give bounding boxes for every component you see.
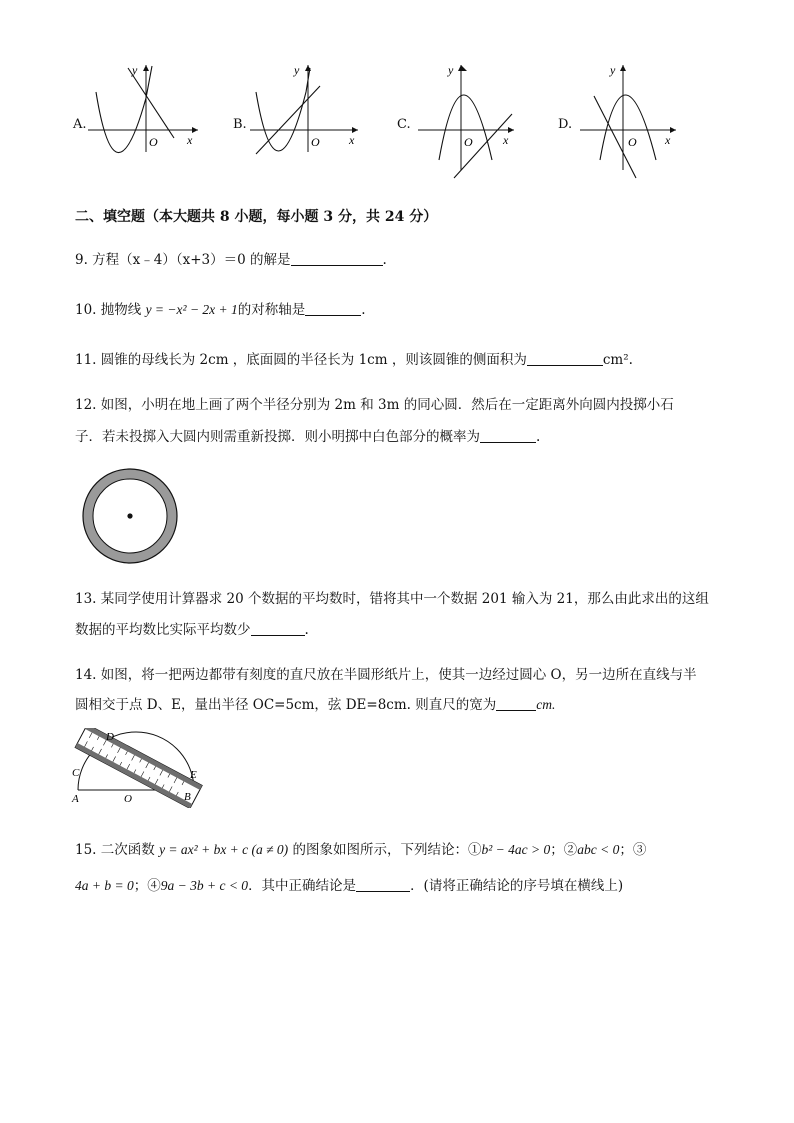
q12-answer-blank[interactable] (480, 430, 536, 443)
semicircle-ruler-figure (66, 728, 216, 808)
q10-pre: 10. 抛物线 (75, 302, 146, 318)
question-12-line-2 (75, 429, 540, 445)
question-11 (75, 352, 633, 368)
question-9 (75, 252, 387, 268)
fig14-label-e: E (190, 769, 197, 781)
option-c-o: O (464, 135, 473, 149)
option-b-y: y (294, 63, 300, 77)
option-d-o: O (628, 135, 637, 149)
q15-line2-mid: ．其中正确结论是 (248, 878, 357, 894)
q12-end: . (536, 429, 541, 445)
option-d-graph (576, 60, 691, 180)
option-d-label: D. (558, 117, 573, 132)
option-a-graph (88, 60, 203, 155)
q9-answer-blank[interactable] (291, 253, 383, 266)
option-b-graph (250, 60, 365, 155)
fig14-label-o: O (124, 793, 132, 805)
fig14-label-a: A (72, 793, 79, 805)
question-13-line-1: 13. 某同学使用计算器求 20 个数据的平均数时，错将其中一个数据 201 输入为 21，那么由此求出的这组 (75, 591, 709, 607)
q10-end: . (361, 302, 366, 318)
q10-formula: y = −x² − 2x + 1 (145, 302, 238, 317)
q15-sep-3: ；④ (133, 878, 161, 894)
q11-pre: 11. 圆锥的母线长为 2cm ，底面圆的半径长为 1cm ，则该圆锥的侧面积为 (75, 352, 527, 368)
concentric-circles-figure (78, 466, 182, 570)
option-c-x: x (503, 133, 509, 147)
q10-answer-blank[interactable] (305, 303, 361, 316)
q11-answer-blank[interactable] (527, 353, 603, 366)
option-c-y: y (448, 63, 454, 77)
q13-answer-blank[interactable] (251, 623, 305, 636)
section-title: 二、填空题（本大题共 8 小题，每小题 3 分，共 24 分） (75, 209, 438, 225)
q11-unit: cm² (602, 352, 629, 368)
question-12-line-1: 12. 如图，小明在地上画了两个半径分别为 2m 和 3m 的同心圆．然后在一定距离外向圆内投掷小石 (75, 397, 674, 413)
option-a-x: x (187, 133, 193, 147)
q12-line2-text: 子．若未投掷入大圆内则需重新投掷．则小明掷中白色部分的概率为 (75, 429, 480, 445)
q15-conclusion-2: abc < 0 (577, 842, 620, 857)
q15-line2-end: ．(请将正确结论的序号填在横线上) (410, 878, 624, 894)
q15-sep-2: ；③ (619, 842, 647, 858)
q13-end: . (304, 622, 309, 638)
fig14-label-d: D (106, 731, 114, 743)
q10-post: 的对称轴是 (237, 302, 306, 318)
option-a-o: O (149, 135, 158, 149)
q15-conclusion-4: 9a − 3b + c < 0 (160, 878, 249, 893)
question-13-line-2 (75, 622, 309, 638)
question-15-line-2 (75, 878, 623, 894)
fig14-label-b: B (184, 791, 191, 803)
q9-text: 9. 方程（x﹣4）（x+3）＝0 的解是 (75, 252, 291, 268)
q15-pre: 15. 二次函数 (75, 842, 160, 858)
q14-unit: cm. (536, 697, 556, 712)
q15-conclusion-1: b² − 4ac > 0 (481, 842, 551, 857)
option-a-y: y (132, 63, 138, 77)
q15-mid: 的图象如图所示，下列结论：① (288, 842, 482, 858)
q9-end: . (382, 252, 387, 268)
question-15-line-1 (75, 842, 646, 858)
q14-line2-text: 圆相交于点 D、E，量出半径 OC=5cm，弦 DE=8cm. 则直尺的宽为 (75, 697, 497, 713)
option-b-o: O (311, 135, 320, 149)
option-c-graph (414, 60, 529, 180)
option-a-label: A. (73, 117, 87, 132)
q11-end: . (628, 352, 633, 368)
option-b-x: x (349, 133, 355, 147)
q13-line2-text: 数据的平均数比实际平均数少 (75, 622, 251, 638)
question-10 (75, 302, 366, 318)
q15-conclusion-3: 4a + b = 0 (75, 878, 134, 893)
option-b-label: B. (233, 117, 247, 132)
fig14-label-c: C (72, 767, 80, 779)
q14-answer-blank[interactable] (496, 698, 536, 711)
option-d-y: y (610, 63, 616, 77)
q15-formula: y = ax² + bx + c (a ≠ 0) (159, 842, 289, 857)
q15-answer-blank[interactable] (356, 879, 410, 892)
question-14-line-1: 14. 如图，将一把两边都带有刻度的直尺放在半圆形纸片上，使其一边经过圆心 O，另一边所在直线与半 (75, 667, 697, 683)
option-c-label: C. (397, 117, 411, 132)
q15-sep-1: ；② (550, 842, 578, 858)
question-14-line-2 (75, 697, 555, 713)
option-d-x: x (665, 133, 671, 147)
